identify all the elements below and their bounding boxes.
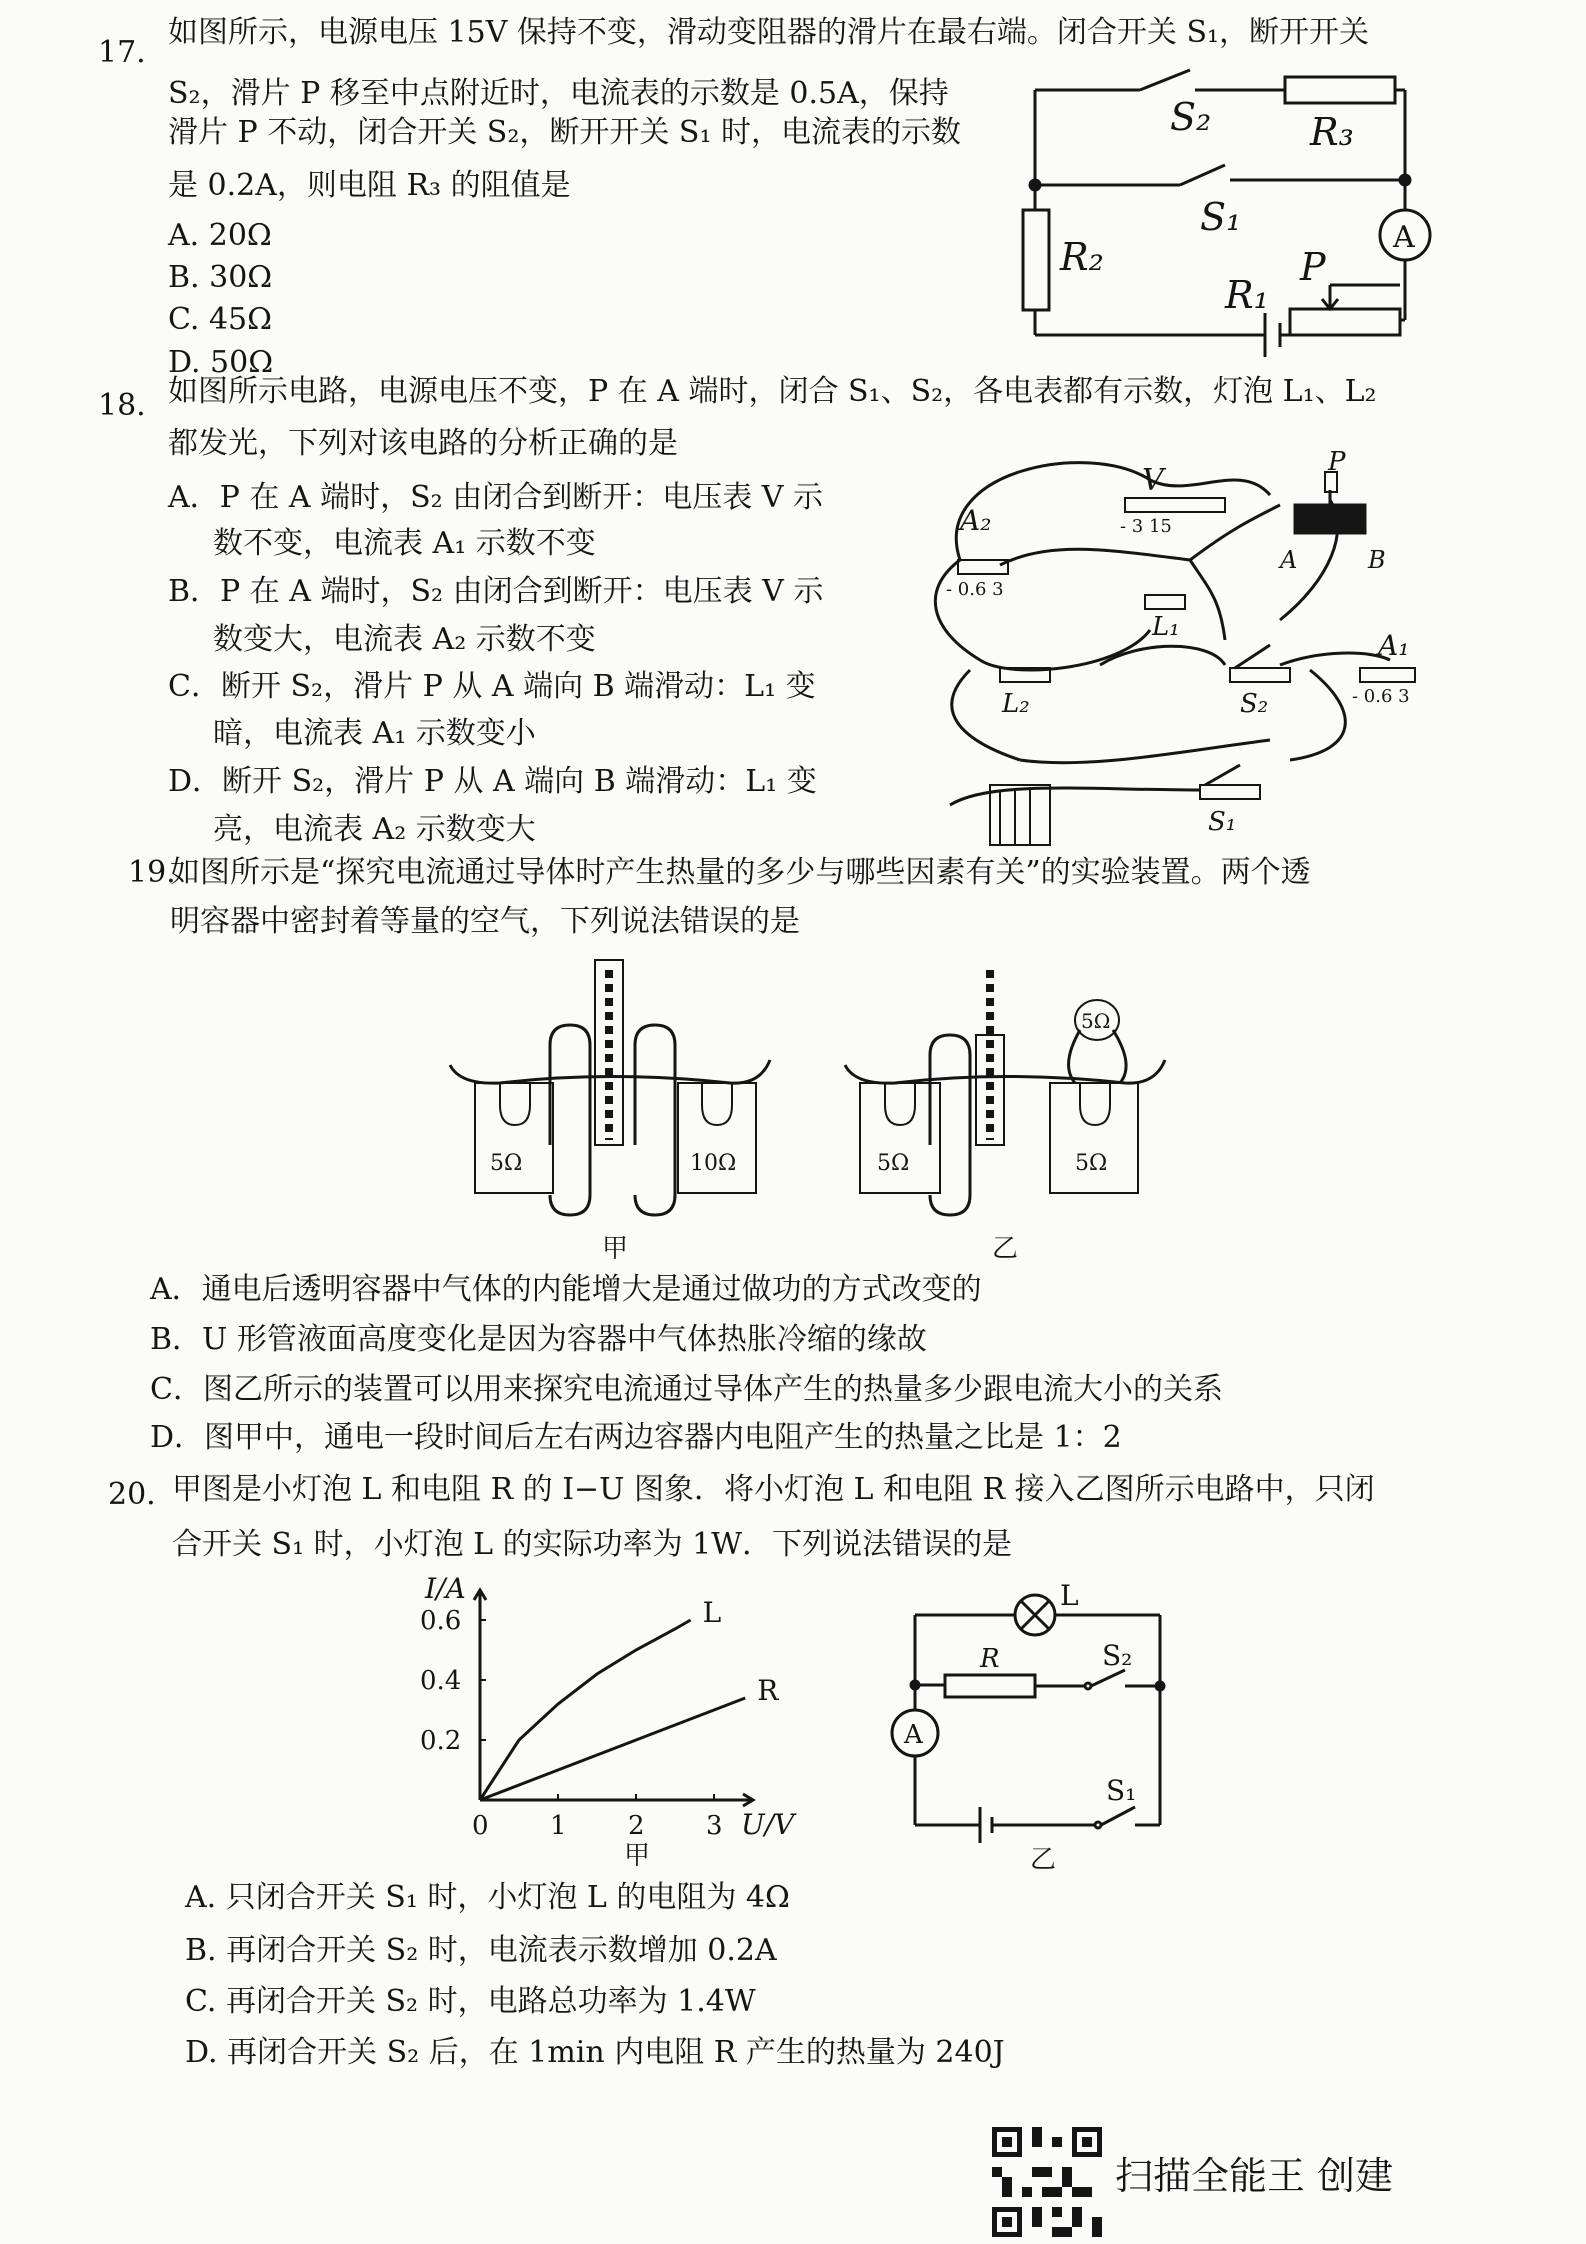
y-tick-label: 0.6	[420, 1606, 462, 1636]
q20-circuit-yi	[870, 1575, 1190, 1835]
q20-option-d: D. 再闭合开关 S₂ 后，在 1min 内电阻 R 产生的热量为 240J	[185, 2035, 1005, 2070]
q17-label-r1: R₁	[1225, 273, 1269, 317]
q19-apparatus-yi	[835, 955, 1175, 1230]
q18-option-d-2: 亮，电流表 A₂ 示数变大	[213, 812, 536, 847]
q18-option-a-1: A．P 在 A 端时，S₂ 由闭合到断开：电压表 V 示	[168, 480, 823, 515]
series-label-r: R	[757, 1674, 779, 1707]
x-tick-label: 2	[628, 1811, 645, 1841]
q18-label-s1: S₁	[1208, 807, 1237, 837]
q17-line-4: 是 0.2A，则电阻 R₃ 的阻值是	[168, 168, 571, 203]
q18-option-c-2: 暗，电流表 A₁ 示数变小	[213, 716, 536, 751]
q18-option-d-1: D．断开 S₂，滑片 P 从 A 端向 B 端滑动：L₁ 变	[168, 764, 817, 799]
q19-jia-resistor-left: 5Ω	[490, 1151, 523, 1176]
q18-label-v-terminals: - 3 15	[1120, 516, 1172, 537]
q19-yi-resistor-left: 5Ω	[877, 1151, 910, 1176]
series-label-l: L	[702, 1596, 722, 1629]
q19-option-b: B．U 形管液面高度变化是因为容器中气体热胀冷缩的缘故	[150, 1322, 927, 1357]
qr-code	[992, 2127, 1102, 2241]
q17-label-s1: S₁	[1200, 195, 1242, 239]
q17-label-p: P	[1300, 245, 1326, 289]
q18-label-l1: L₁	[1152, 612, 1180, 642]
q20-option-c: C. 再闭合开关 S₂ 时，电路总功率为 1.4W	[185, 1984, 756, 2019]
q19-option-d: D．图甲中，通电一段时间后左右两边容器内电阻产生的热量之比是 1：2	[150, 1420, 1122, 1455]
q18-label-l2: L₂	[1002, 689, 1030, 719]
q20-circuit-caption: 乙	[1030, 1845, 1057, 1875]
q17-number: 17.	[98, 35, 146, 70]
q20-option-a: A. 只闭合开关 S₁ 时，小灯泡 L 的电阻为 4Ω	[185, 1880, 790, 1915]
q17-label-s2: S₂	[1170, 95, 1212, 139]
q20-circuit-label-a: A	[904, 1720, 923, 1750]
q19-yi-resistor-external: 5Ω	[1081, 1009, 1111, 1033]
x-tick-label: 1	[550, 1811, 567, 1841]
q17-label-r3: R₃	[1310, 110, 1354, 154]
q18-label-s2: S₂	[1240, 689, 1269, 719]
footer-scanner-credit: 扫描全能王 创建	[1115, 2154, 1394, 2198]
q18-label-a: A	[1280, 546, 1298, 574]
x-tick-label: 0	[472, 1811, 489, 1841]
q19-line-2: 明容器中密封着等量的空气，下列说法错误的是	[170, 904, 800, 939]
q18-label-p: P	[1328, 447, 1346, 477]
q20-iu-chart	[400, 1565, 860, 1871]
x-tick-label: 3	[706, 1811, 723, 1841]
q20-circuit-label-s2: S₂	[1102, 1639, 1133, 1672]
q17-option-b: B. 30Ω	[168, 260, 273, 295]
q19-jia-resistor-right: 10Ω	[690, 1151, 737, 1176]
q18-option-c-1: C．断开 S₂，滑片 P 从 A 端向 B 端滑动：L₁ 变	[168, 669, 816, 704]
q18-option-a-2: 数不变，电流表 A₁ 示数不变	[213, 526, 596, 561]
y-tick-label: 0.2	[420, 1726, 462, 1756]
q18-number: 18.	[98, 388, 146, 423]
q18-line-1: 如图所示电路，电源电压不变，P 在 A 端时，闭合 S₁、S₂，各电表都有示数，灯泡 L₁、L₂	[168, 374, 1377, 409]
q18-option-b-1: B．P 在 A 端时，S₂ 由闭合到断开：电压表 V 示	[168, 574, 824, 609]
q17-line-2: S₂，滑片 P 移至中点附近时，电流表的示数是 0.5A，保持	[168, 76, 949, 111]
x-axis-label: U/V	[741, 1808, 795, 1841]
q18-label-v: V	[1142, 463, 1164, 498]
q18-label-a1-terminals: - 0.6 3	[1352, 686, 1410, 707]
q17-line-3: 滑片 P 不动，闭合开关 S₂，断开开关 S₁ 时，电流表的示数	[168, 115, 962, 150]
q20-number: 20.	[108, 1477, 156, 1512]
q17-option-c: C. 45Ω	[168, 302, 273, 337]
y-tick-label: 0.4	[420, 1666, 462, 1696]
q19-number: 19.	[128, 855, 176, 890]
q19-option-c: C．图乙所示的装置可以用来探究电流通过导体产生的热量多少跟电流大小的关系	[150, 1372, 1223, 1407]
chart-caption: 甲	[624, 1841, 651, 1871]
q17-option-d: D. 50Ω	[168, 345, 274, 380]
q20-line-1: 甲图是小灯泡 L 和电阻 R 的 I−U 图象．将小灯泡 L 和电阻 R 接入乙图所示电路中，只闭	[172, 1472, 1375, 1507]
q19-caption-jia: 甲	[602, 1234, 629, 1264]
q17-circuit-diagram	[1020, 55, 1470, 375]
series-line-r	[480, 1698, 745, 1800]
q18-label-a1: A₁	[1378, 629, 1410, 662]
q18-line-2: 都发光，下列对该电路的分析正确的是	[168, 426, 678, 461]
q19-option-a: A．通电后透明容器中气体的内能增大是通过做功的方式改变的	[150, 1272, 982, 1307]
q17-option-a: A. 20Ω	[168, 218, 272, 253]
y-axis-label: I/A	[425, 1572, 466, 1605]
q17-label-r2: R₂	[1060, 235, 1104, 279]
q20-circuit-label-l: L	[1060, 1579, 1079, 1612]
q20-circuit-label-r: R	[980, 1644, 1000, 1674]
q18-label-b: B	[1368, 546, 1386, 574]
q19-apparatus-jia	[440, 955, 780, 1230]
q19-caption-yi: 乙	[992, 1234, 1019, 1264]
series-line-l	[480, 1620, 691, 1800]
q18-label-a2: A₂	[960, 504, 992, 537]
q18-option-b-2: 数变大，电流表 A₂ 示数不变	[213, 622, 596, 657]
q18-label-a2-terminals: - 0.6 3	[946, 579, 1004, 600]
q18-wiring-diagram	[890, 447, 1430, 850]
q19-line-1: 如图所示是“探究电流通过导体时产生热量的多少与哪些因素有关”的实验装置。两个透	[170, 855, 1311, 890]
q20-line-2: 合开关 S₁ 时，小灯泡 L 的实际功率为 1W．下列说法错误的是	[172, 1527, 1013, 1562]
q17-label-ammeter: A	[1393, 220, 1415, 255]
q17-line-1: 如图所示，电源电压 15V 保持不变，滑动变阻器的滑片在最右端。闭合开关 S₁，断开开关	[168, 15, 1370, 50]
q20-option-b: B. 再闭合开关 S₂ 时，电流表示数增加 0.2A	[185, 1933, 777, 1968]
q20-circuit-label-s1: S₁	[1106, 1774, 1137, 1807]
q19-yi-resistor-right: 5Ω	[1075, 1151, 1108, 1176]
